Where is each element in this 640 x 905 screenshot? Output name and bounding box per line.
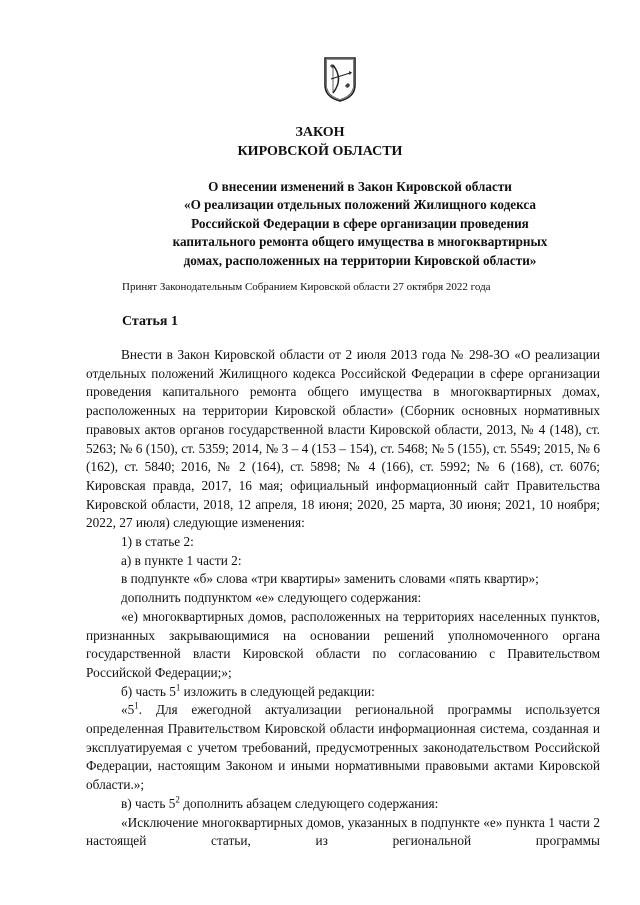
article-heading: Статья 1 xyxy=(122,314,178,329)
law-subject xyxy=(120,178,600,270)
amendment-item: в подпункте «б» слова «три квартиры» заменить словами «пять квартир»; xyxy=(121,571,539,587)
amendment-quote: «е) многоквартирных домов, расположенных на территориях населенных пунктов, признанных закрывающимися на основании решений уполномоченного органа государственной власти Кировской области по согласованию с Правительством Российской Федерации;»; xyxy=(86,608,600,680)
subject-line: «О реализации отдельных положений Жилищного кодекса xyxy=(184,197,536,213)
amendment-quote: «Исключение многоквартирных домов, указанных в подпункте «е» пункта 1 части 2 настоящей статьи, из региональной программы xyxy=(86,814,600,849)
adoption-note: Принят Законодательным Собранием Кировской области 27 октября 2022 года xyxy=(122,281,491,293)
subject-line: домах, расположенных на территории Кировской области» xyxy=(183,252,537,268)
kirov-oblast-coat-of-arms-icon xyxy=(322,55,358,103)
law-region-title: КИРОВСКОЙ ОБЛАСТИ xyxy=(237,144,403,159)
amendment-item: в) часть $5^2$ дополнить абзацем следующего содержания: xyxy=(121,794,439,811)
article-body xyxy=(86,346,600,851)
intro-paragraph: Внести в Закон Кировской области от 2 июля 2013 года № 298-ЗО «О реализации отдельных положений Жилищного кодекса Российской Федерации в сфере организации проведения капитального ремонта общего имущества в многоквартирных домах, расположенных на территории Кировской области» (Сборник основных нормативных правовых актов органов государственной власти Кировской области, 2013, № 4 (148), ст. 5263; № 6 (150), ст. 5359; 2014, № 3 – 4 (153 – 154), ст. 5468; № 5 (155), ст. 5549; 2015, № 6 (162), ст. 5840; 2016, № 2 (164), ст. 5898; № 4 (166), ст. 5992; № 6 (168), ст. 6076; Кировская правда, 2017, 16 мая; официальный информационный сайт Правительства Кировской области, 2018, 12 апреля, 18 июня; 2020, 25 марта, 30 июня; 2021, 10 ноября; 2022, 27 июля) следующие изменения: xyxy=(86,347,600,531)
subject-line: Российской Федерации в сфере организации проведения xyxy=(191,215,529,231)
subject-line: капитального ремонта общего имущества в многоквартирных xyxy=(172,234,548,250)
amendment-item: дополнить подпунктом «е» следующего содержания: xyxy=(121,590,422,606)
amendment-quote: «$5^1$. Для ежегодной актуализации региональной программы используется определенная Правительством Кировской области информационная система, созданная и эксплуатируемая с учетом требований, предусмотренных законодательством Российской Федерации, настоящим Законом и иными нормативными правовыми актами Кировской области.»; xyxy=(86,700,600,793)
amendment-item: а) в пункте 1 части 2: xyxy=(121,552,242,568)
subject-line: О внесении изменений в Закон Кировской области xyxy=(208,179,512,194)
law-title: ЗАКОН xyxy=(295,125,345,140)
amendment-item: 1) в статье 2: xyxy=(121,534,194,550)
amendment-item: б) часть $5^1$ изложить в следующей редакции: xyxy=(121,682,375,699)
